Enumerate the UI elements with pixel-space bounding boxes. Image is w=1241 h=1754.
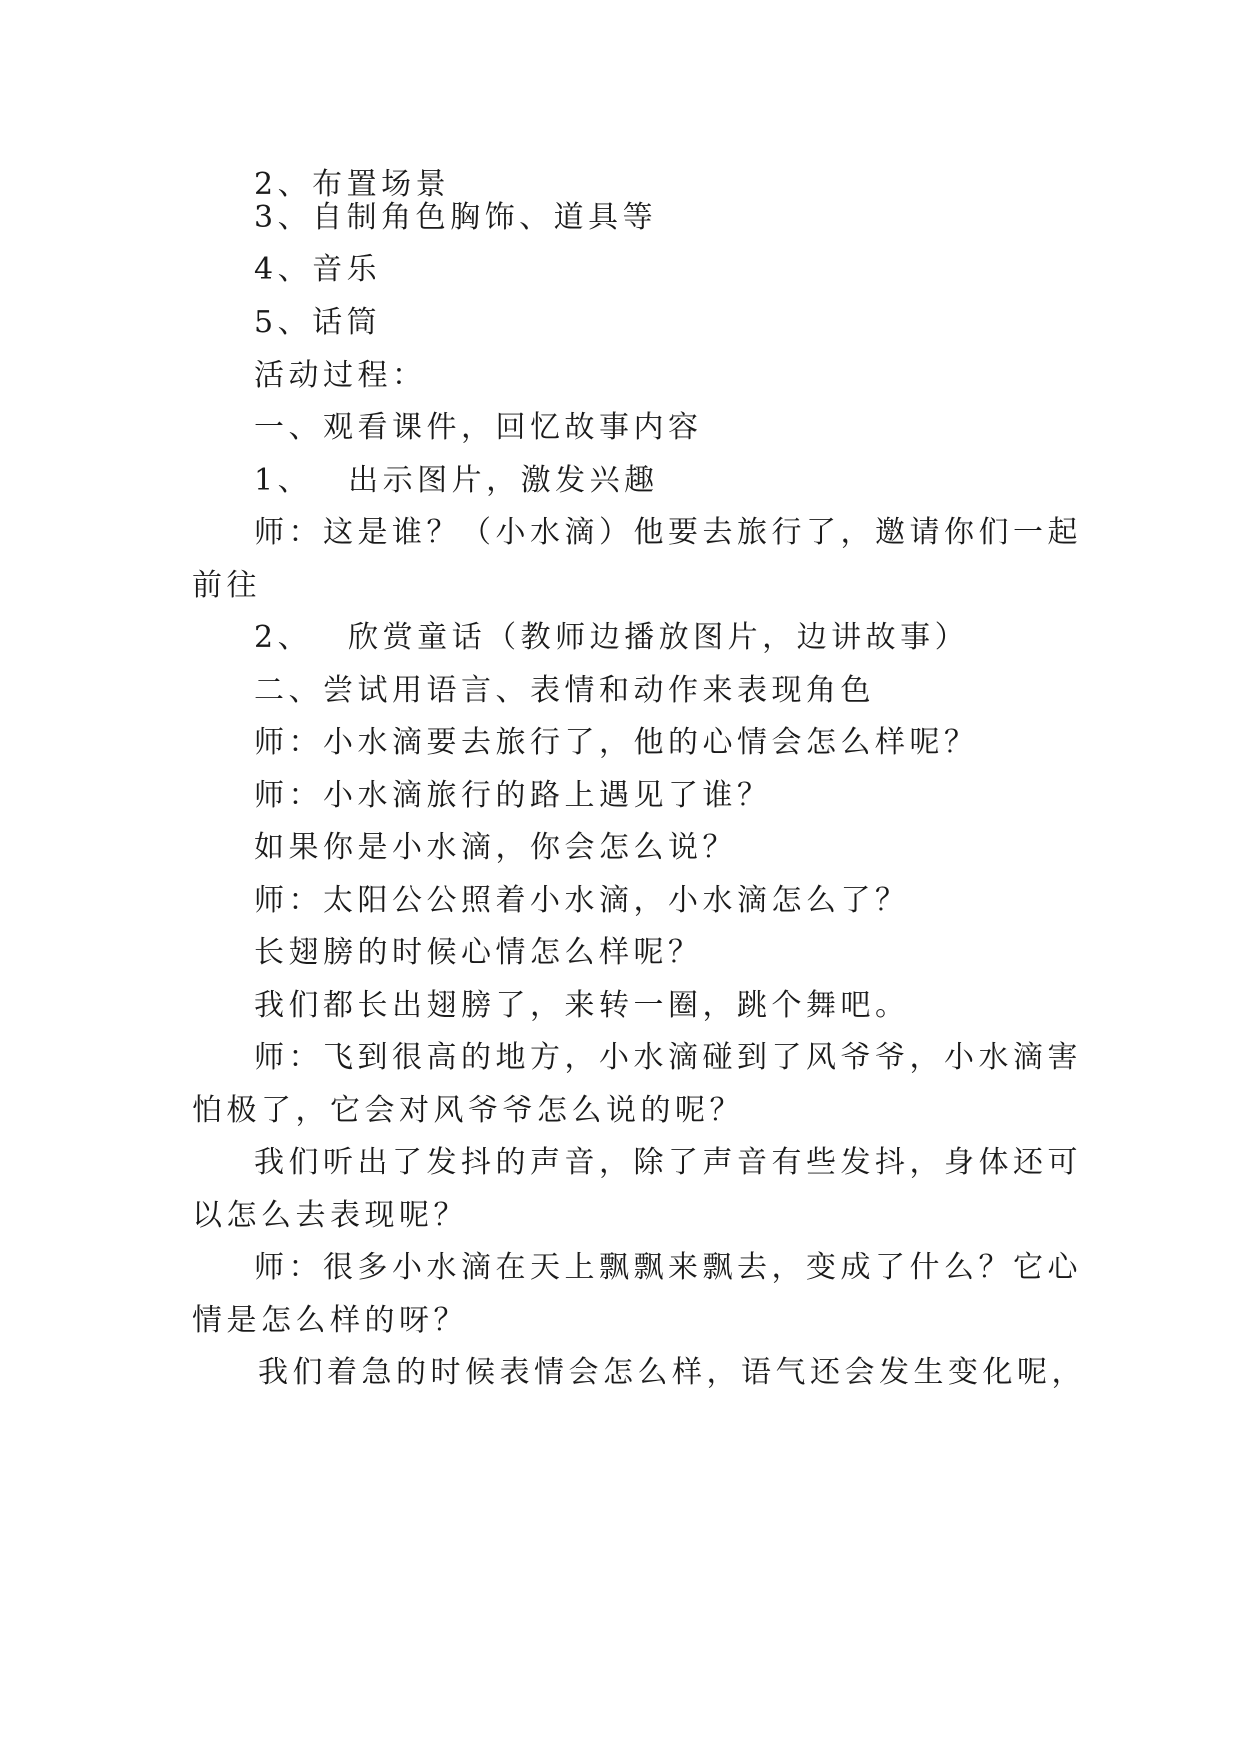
- paragraph-line: 师：太阳公公照着小水滴，小水滴怎么了？: [254, 883, 910, 918]
- section-heading-process: 活动过程：: [254, 358, 427, 393]
- paragraph-line: 师：小水滴要去旅行了，他的心情会怎么样呢？: [254, 725, 979, 760]
- section-heading-1: 一、观看课件，回忆故事内容: [254, 410, 703, 445]
- step-number: 2、: [254, 620, 313, 655]
- list-item-2: 2、布置场景: [254, 167, 451, 202]
- step-text: 出示图片，激发兴趣: [348, 463, 659, 498]
- list-item-5: 5、话筒: [254, 305, 382, 340]
- list-item-3: 3、自制角色胸饰、道具等: [254, 200, 658, 235]
- section-heading-2: 二、尝试用语言、表情和动作来表现角色: [254, 673, 875, 708]
- step-2: [254, 618, 969, 658]
- paragraph-line: 前往: [192, 568, 261, 603]
- paragraph-line: 师：这是谁？（小水滴）他要去旅行了，邀请你们一起: [254, 515, 1082, 550]
- paragraph-line: 长翅膀的时候心情怎么样呢？: [254, 935, 703, 970]
- paragraph-line: 以怎么去表现呢？: [192, 1198, 468, 1233]
- list-item-4: 4、音乐: [254, 252, 382, 287]
- step-text: 欣赏童话（教师边播放图片，边讲故事）: [348, 620, 970, 655]
- paragraph-line: 我们着急的时候表情会怎么样，语气还会发生变化呢，: [258, 1355, 1086, 1390]
- paragraph-line: 师：小水滴旅行的路上遇见了谁？: [254, 778, 772, 813]
- paragraph-line: 怕极了，它会对风爷爷怎么说的呢？: [192, 1093, 744, 1128]
- step-1: [254, 461, 659, 501]
- paragraph-line: 师：飞到很高的地方，小水滴碰到了风爷爷，小水滴害: [254, 1040, 1082, 1075]
- paragraph-line: 我们听出了发抖的声音，除了声音有些发抖，身体还可: [254, 1145, 1082, 1180]
- paragraph-line: 情是怎么样的呀？: [192, 1303, 468, 1338]
- paragraph-line: 我们都长出翅膀了，来转一圈，跳个舞吧。: [254, 988, 910, 1023]
- step-number: 1、: [254, 463, 313, 498]
- paragraph-line: 师：很多小水滴在天上飘飘来飘去，变成了什么？它心: [254, 1250, 1082, 1285]
- paragraph-line: 如果你是小水滴，你会怎么说？: [254, 830, 737, 865]
